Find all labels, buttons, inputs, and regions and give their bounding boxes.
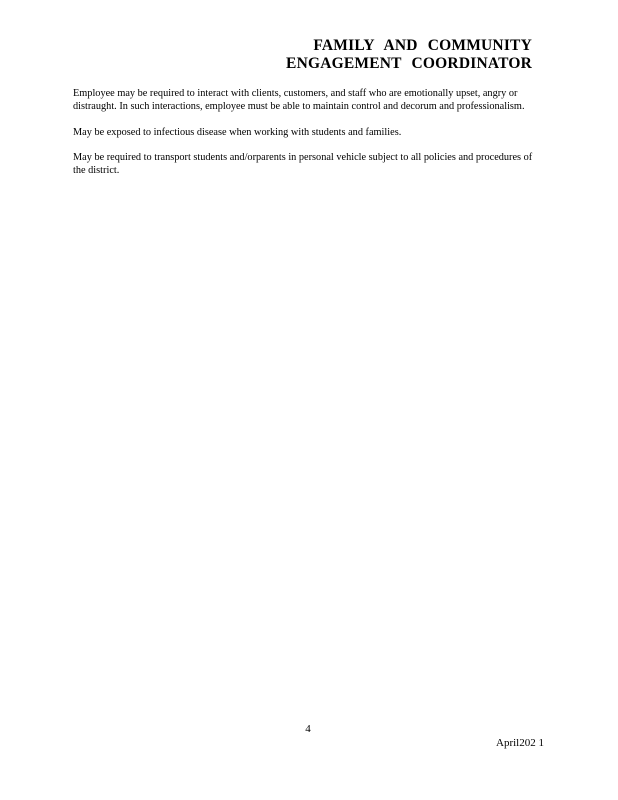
paragraph-transport-students: May be required to transport students and/orparents in personal vehicle subject to all policies and procedures of the district. (73, 152, 533, 177)
page-title (286, 37, 532, 72)
paragraph-infectious-disease: May be exposed to infectious disease when working with students and families. (73, 126, 402, 138)
paragraph-emotional-interactions: Employee may be required to interact with clients, customers, and staff who are emotionally upset, angry or distraught. In such interactions, employee must be able to maintain control and decorum and professionalism. (73, 88, 525, 112)
body-text (73, 88, 543, 191)
title-line-2: ENGAGEMENT COORDINATOR (286, 54, 532, 72)
page-number: 4 (305, 723, 311, 735)
revision-date: April202 1 (496, 737, 544, 749)
title-line-1: FAMILY AND COMMUNITY (313, 37, 532, 54)
